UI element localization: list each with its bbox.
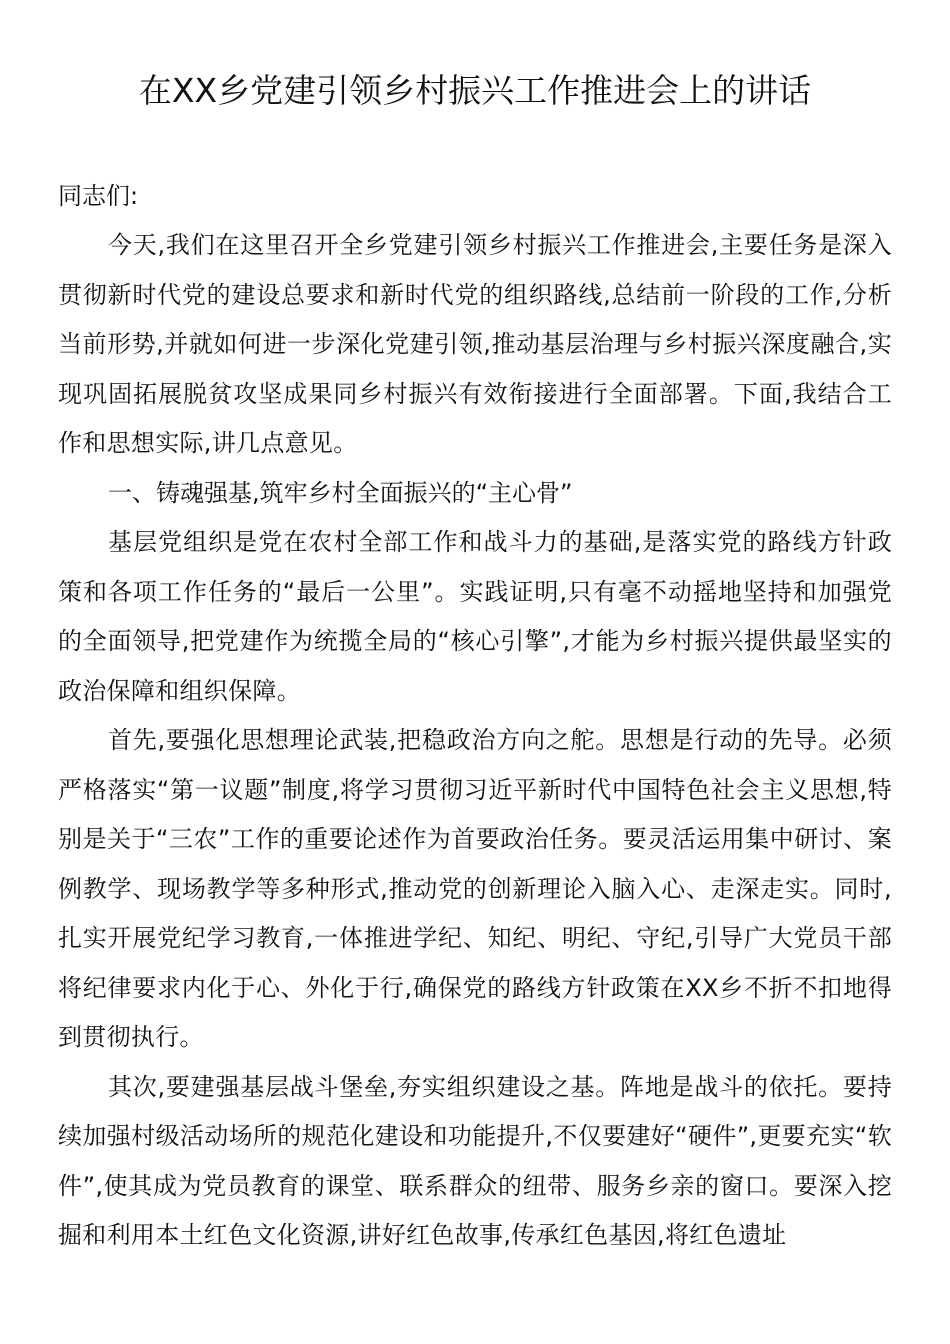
paragraph-first-point: 首先,要强化思想理论武装,把稳政治方向之舵。思想是行动的先导。必须严格落实“第一议题”制度,将学习贯彻习近平新时代中国特色社会主义思想,特别是关于“三农”工作的重要论述作为首要政治任务。要灵活运用集中研讨、案例教学、现场教学等多种形式,推动党的创新理论入脑入心、走深走实。同时,扎实开展党纪学习教育,一体推进学纪、知纪、明纪、守纪,引导广大党员干部将纪律要求内化于心、外化于行,确保党的路线方针政策在XX乡不折不扣地得到贯彻执行。 — [58, 726, 892, 1051]
paragraph-intro: 今天,我们在这里召开全乡党建引领乡村振兴工作推进会,主要任务是深入贯彻新时代党的建设总要求和新时代党的组织路线,总结前一阶段的工作,分析当前形势,并就如何进一步深化党建引领,推动基层治理与乡村振兴深度融合,实现巩固拓展脱贫攻坚成果同乡村振兴有效衔接进行全面部署。下面,我结合工作和思想实际,讲几点意见。 — [58, 231, 892, 457]
salutation: 同志们: — [58, 182, 139, 210]
paragraph-section1-intro: 基层党组织是党在农村全部工作和战斗力的基础,是落实党的路线方针政策和各项工作任务的“最后一公里”。实践证明,只有毫不动摇地坚持和加强党的全面领导,把党建作为统揽全局的“核心引擎”,才能为乡村振兴提供最坚实的政治保障和组织保障。 — [58, 528, 892, 705]
section-heading-1: 一、铸魂强基,筑牢乡村全面振兴的“主心骨” — [108, 478, 573, 507]
document-title: 在XX乡党建引领乡村振兴工作推进会上的讲话 — [138, 71, 812, 110]
paragraph-second-point: 其次,要建强基层战斗堡垒,夯实组织建设之基。阵地是战斗的依托。要持续加强村级活动场所的规范化建设和功能提升,不仅要建好“硬件”,更要充实“软件”,使其成为党员教育的课堂、联系群众的纽带、服务乡亲的窗口。要深入挖掘和利用本土红色文化资源,讲好红色故事,传承红色基因,将红色遗址 — [58, 1072, 892, 1249]
